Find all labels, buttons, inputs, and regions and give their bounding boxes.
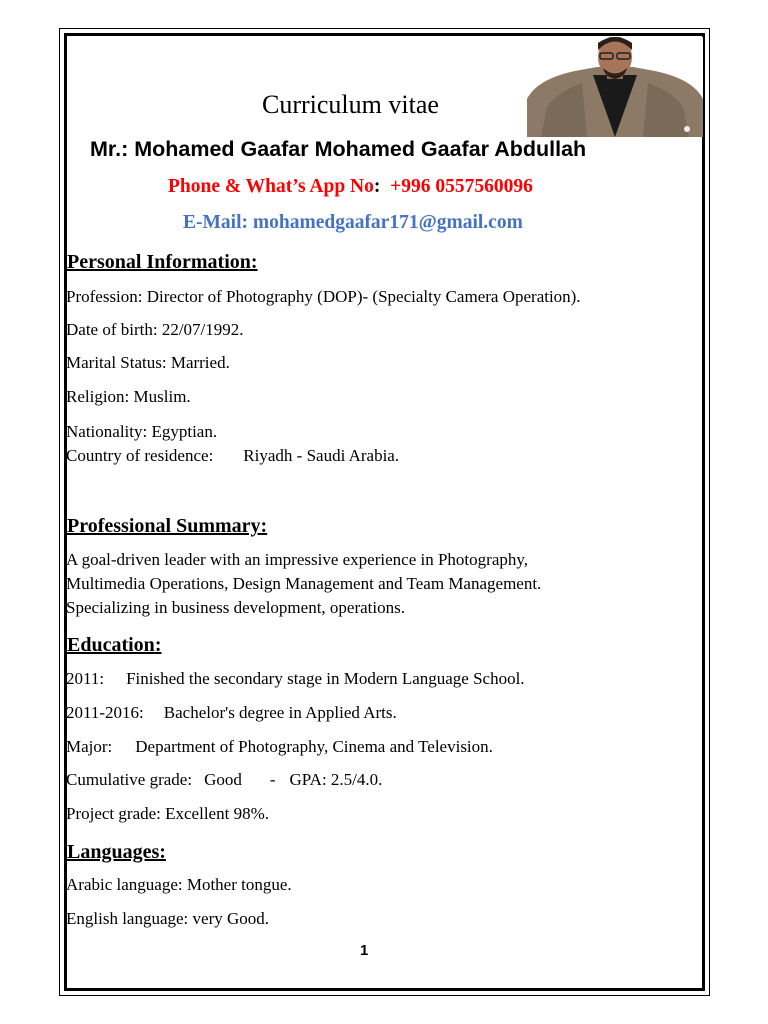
profession: Profession: Director of Photography (DOP)- (Specialty Camera Operation).	[66, 287, 581, 306]
grade-separator: -	[269, 770, 276, 789]
summary-line: A goal-driven leader with an impressive experience in Photography,	[66, 550, 529, 569]
education-year: 2011-2016:	[66, 703, 144, 722]
country-value: Riyadh - Saudi Arabia.	[243, 446, 400, 465]
phone-colon: :	[373, 176, 381, 197]
education-grade	[66, 769, 382, 791]
marital-status: Marital Status: Married.	[66, 353, 230, 372]
phone-label: Phone & What’s App No	[168, 176, 374, 197]
education-heading-text: Education	[67, 634, 155, 656]
grade-value: Good	[204, 770, 242, 789]
country-label: Country of residence:	[66, 446, 214, 465]
major-label: Major:	[66, 737, 113, 756]
language-english: English language: very Good.	[66, 909, 270, 928]
education-heading	[67, 632, 161, 658]
grade-label: Cumulative grade:	[66, 770, 193, 789]
personal-info-heading: Personal Information:	[67, 251, 258, 273]
summary-line: Specializing in business development, operations.	[66, 598, 405, 617]
email-line: E-Mail: mohamedgaafar171@gmail.com	[183, 212, 523, 233]
education-major	[66, 736, 493, 758]
profile-photo	[527, 37, 703, 137]
date-of-birth: Date of birth: 22/07/1992.	[66, 320, 244, 339]
education-text: Bachelor's degree in Applied Arts.	[163, 703, 397, 722]
education-heading-colon: :	[154, 634, 162, 656]
education-secondary	[66, 668, 525, 690]
country-of-residence	[66, 445, 399, 467]
document-title: Curriculum vitae	[262, 90, 439, 119]
religion: Religion: Muslim.	[66, 387, 191, 406]
major-text: Department of Photography, Cinema and Television.	[135, 737, 493, 756]
languages-heading: Languages:	[67, 841, 166, 863]
nationality: Nationality: Egyptian.	[66, 422, 218, 441]
phone-number: +996 0557560096	[390, 176, 533, 197]
project-grade: Project grade: Excellent 98%.	[66, 804, 269, 823]
summary-line: Multimedia Operations, Design Management and Team Management.	[66, 574, 542, 593]
phone-line	[168, 174, 533, 200]
applicant-name: Mr.: Mohamed Gaafar Mohamed Gaafar Abdullah	[90, 137, 587, 161]
summary-heading: Professional Summary:	[67, 515, 268, 537]
page-number: 1	[360, 942, 369, 959]
language-arabic: Arabic language: Mother tongue.	[66, 875, 292, 894]
education-text: Finished the secondary stage in Modern Language School.	[126, 669, 525, 688]
gpa: GPA: 2.5/4.0.	[289, 770, 383, 789]
education-bachelor	[66, 702, 397, 724]
education-year: 2011:	[66, 669, 105, 688]
